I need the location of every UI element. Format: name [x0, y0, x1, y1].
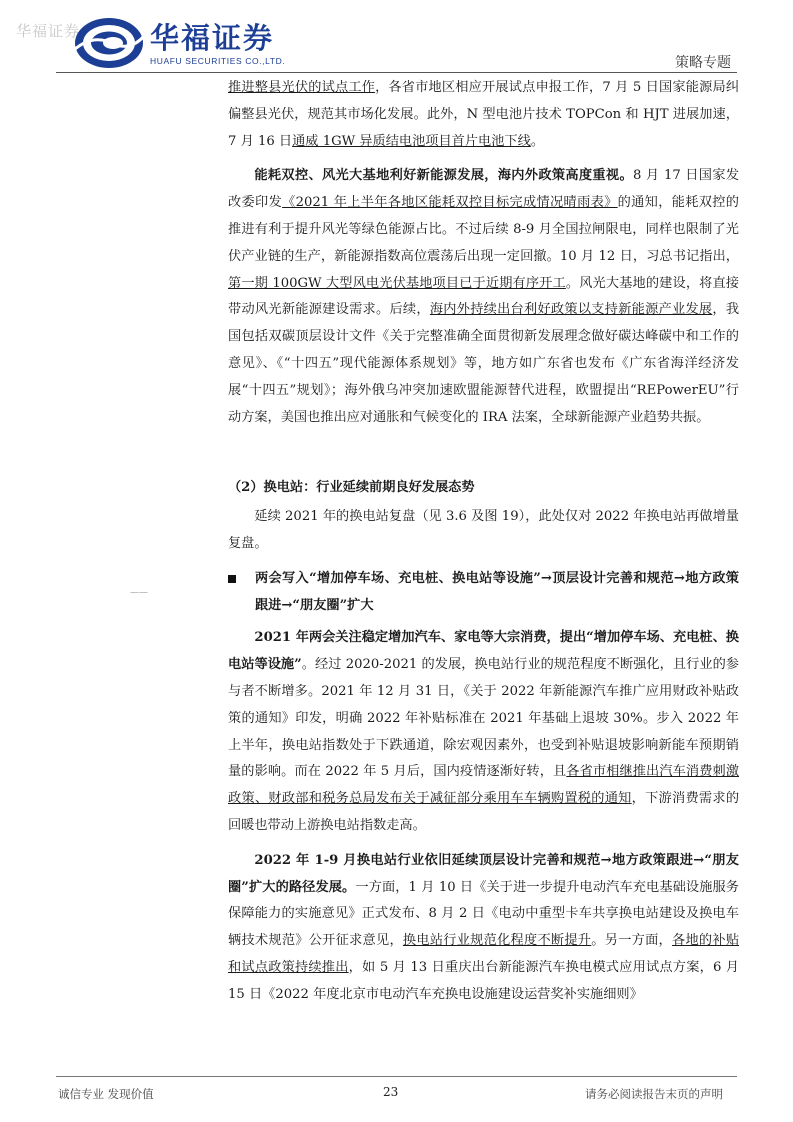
report-category: 策略专题 [675, 55, 731, 71]
bold-text: 2022 年 1-9 月换电站行业依旧延续顶层设计完善和规范→地方政策跟进→“朋友圈”扩大的路径发展。 [228, 852, 739, 895]
bullet-text: 两会写入“增加停车场、充电桩、换电站等设施”→顶层设计完善和规范→地方政策跟进→“朋友圈”扩大 [255, 570, 739, 613]
text-run: 。另一方面， [591, 933, 673, 949]
header-divider [56, 72, 737, 73]
footer-slogan: 诚信专业 发现价值 [58, 1087, 154, 1101]
paragraph-2021-two-sessions [228, 625, 739, 839]
bold-text: 2021 年两会关注稳定增加汽车、家电等大宗消费，提出“增加停车场、充电桩、换电站等设施” [228, 630, 739, 673]
text-run: ，下游消费需求的回暖也带动上游换电站指数走高。 [228, 791, 740, 833]
underlined-text: 《2021 年上半年各地区能耗双控目标完成情况晴雨表》 [282, 195, 618, 211]
underlined-text: 第一期 100GW 大型风电光伏基地项目已于近期有序开工 [228, 275, 566, 291]
page-number: 23 [383, 1085, 399, 1099]
paragraph-pv-policy [228, 75, 739, 155]
text-run: 。经过 2020-2021 的发展，换电站行业的规范程度不断强化，且行业的参与者不断增多。2021 年 12 月 31 日，《关于 2022 年新能源汽车推广应用财政补贴政策的通知》印发，明确 2022 年补贴标准在 2021 年基础上退坡 30%。步入 2022 年上半年，换电站指数处于下跌通道，除宏观因素外，也受到补贴退坡影响新能车预期销量的影响。而在 2022 年 5 月后，国内疫情逐渐好转，且 [228, 657, 739, 780]
underlined-text: 通威 1GW 异质结电池项目首片电池下线 [292, 133, 531, 149]
footer-divider [56, 1076, 737, 1077]
underlined-text: 换电站行业规范化程度不断提升 [402, 933, 592, 949]
logo-emblem-icon [72, 14, 146, 72]
text-run: 的通知，能耗双控的推进有利于提升风光等绿色能源占比。不过后续 8-9 月全国拉闸限电，同样也限制了光伏产业链的生产，新能源指数高位震荡后出现一定回撤。10 月 12 日，习总书记指出， [228, 195, 739, 264]
text-run: ，各省市地区相应开展试点申报工作，7 月 5 日国家能源局纠偏整县光伏，规范其市场化发展。此外，N 型电池片技术 TOPCon 和 HJT 进展加速，7 月 16 日 [228, 80, 740, 149]
paragraph-energy-policy [228, 163, 739, 431]
bullet-square-icon [228, 575, 236, 583]
underlined-text: 推进整县光伏的试点工作 [228, 80, 376, 95]
text-run: 。 [530, 133, 544, 149]
underlined-text: 各省市相继推出汽车消费刺激政策、财政部和税务总局发布关于减征部分乘用车车辆购置税的通知 [228, 764, 740, 807]
report-body [228, 75, 739, 1009]
company-logo [72, 12, 302, 74]
watermark: 华福证券 [16, 22, 81, 40]
text-run: 一方面，1 月 10 日《关于进一步提升电动汽车充电基础设施服务保障能力的实施意见》正式发布、8 月 2 日《电动中重型卡车共享换电站建设及换电车辆技术规范》公开征求意见， [228, 879, 739, 949]
logo-chinese-name: 华福证券 [150, 21, 275, 55]
paragraph-battery-swap-intro: 延续 2021 年的换电站复盘（见 3.6 及图 19），此处仅对 2022 年换电站再做增量复盘。 [228, 509, 739, 551]
bullet-point [228, 566, 739, 620]
text-run: 8 月 17 日国家发改委印发 [228, 168, 740, 211]
footer-disclaimer: 请务必阅读报告末页的声明 [585, 1087, 723, 1101]
margin-mark: —— [130, 588, 148, 598]
text-run: ，如 5 月 13 日重庆出台新能源汽车换电模式应用试点方案，6 月 15 日《2022 年度北京市电动汽车充换电设施建设运营奖补实施细则》 [228, 959, 739, 1002]
underlined-text: 海内外持续出台利好政策以支持新能源产业发展 [429, 302, 713, 318]
logo-english-name: HUAFU SECURITIES CO.,LTD. [150, 56, 286, 66]
paragraph-2022-development [228, 848, 739, 1009]
text-run: 。风光大基地的建设，将直接带动风光新能源建设需求。后续， [228, 275, 739, 318]
bold-text: 能耗双控、风光大基地利好新能源发展，海内外政策高度重视。 [254, 168, 633, 184]
section-title: （2）换电站：行业延续前期良好发展态势 [228, 480, 475, 496]
underlined-text: 各地的补贴和试点政策持续推出 [228, 933, 740, 975]
text-run: ，我国包括双碳顶层设计文件《关于完整准确全面贯彻新发展理念做好碳达峰碳中和工作的意见》、《“十四五”现代能源体系规划》等，地方如广东省也发布《广东省海洋经济发展“十四五”规划》；海外俄乌冲突加速欧盟能源替代进程，欧盟提出“REPowerEU”行动方案，美国也推出应对通胀和气候变化的 IRA 法案，全球新能源产业趋势共振。 [228, 302, 740, 425]
